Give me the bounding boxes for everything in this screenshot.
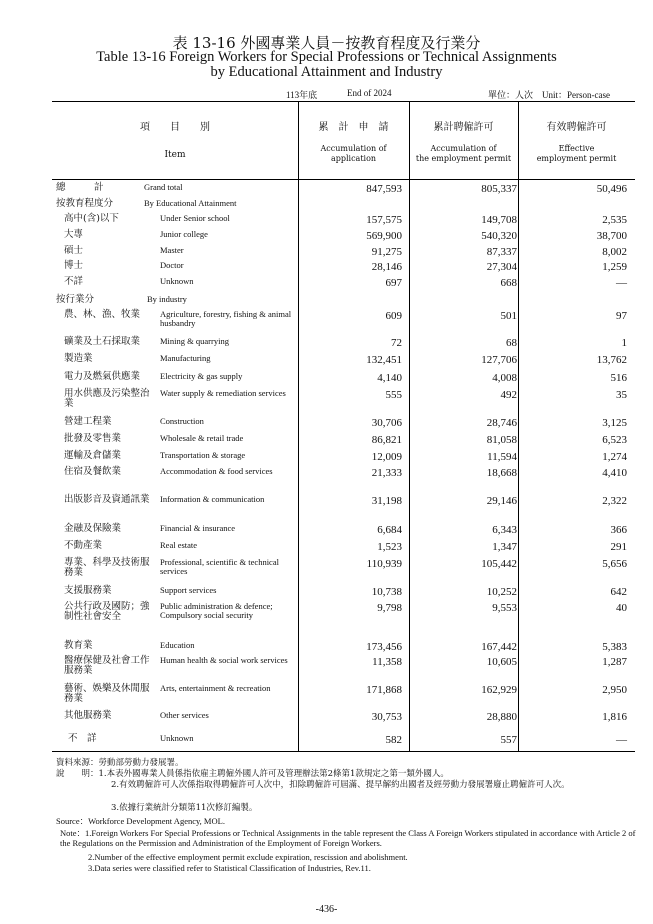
row-value-application: 21,333 xyxy=(371,467,402,479)
col-divider-3 xyxy=(518,101,519,751)
row-value-application: 555 xyxy=(385,389,402,401)
row-value-permit: 540,320 xyxy=(481,230,517,242)
row-value-effective: — xyxy=(616,734,627,746)
row-value-effective: 38,700 xyxy=(596,230,627,242)
row-label-en: Human health & social work services xyxy=(160,655,288,665)
row-label-en: Real estate xyxy=(160,540,198,550)
row-value-effective: 4,410 xyxy=(602,467,627,479)
row-label-zh: 教育業 xyxy=(64,640,93,651)
row-value-permit: 6,343 xyxy=(492,524,517,536)
year-zh: 113年底 xyxy=(286,90,318,100)
row-value-effective: 2,322 xyxy=(602,495,627,507)
header-col2-en2: the employment permit xyxy=(415,154,512,163)
row-label-zh: 不動產業 xyxy=(64,540,103,551)
row-value-application: 157,575 xyxy=(366,214,402,226)
row-label-zh: 礦業及土石採取業 xyxy=(64,336,141,347)
note-zh-1: 說 明：1.本表外國專業人員係指依雇主聘僱外國人許可及管理辦法第2條第1款規定之第一類外國人。 xyxy=(56,769,449,779)
row-label-zh: 運輸及倉儲業 xyxy=(64,450,122,461)
row-value-effective: 35 xyxy=(616,389,627,401)
header-col1-en1: Accumulation of xyxy=(320,144,387,153)
title-en-line2: by Educational Attainment and Industry xyxy=(210,64,443,80)
row-label-en: Financial & insurance xyxy=(160,523,236,533)
row-value-permit: 10,252 xyxy=(486,586,517,598)
row-label-zh: 不詳 xyxy=(64,276,84,287)
row-value-effective: 642 xyxy=(610,586,627,598)
year-en: End of 2024 xyxy=(347,88,392,98)
row-value-permit: 149,708 xyxy=(481,214,517,226)
row-label-en: Agriculture, forestry, fishing & animal husbandry xyxy=(160,309,292,328)
row-value-application: 86,821 xyxy=(371,434,402,446)
row-value-application: 847,593 xyxy=(366,183,402,195)
row-label-zh: 專業、科學及技術服務業 xyxy=(64,557,150,578)
row-label-zh: 不 詳 xyxy=(68,733,97,744)
row-label-en: Unknown xyxy=(160,276,194,286)
row-label-en: By industry xyxy=(147,294,187,304)
row-value-effective: 5,656 xyxy=(602,558,627,570)
row-value-permit: 805,337 xyxy=(481,183,517,195)
row-value-permit: 27,304 xyxy=(486,261,517,273)
row-label-zh: 高中(含)以下 xyxy=(64,213,119,224)
row-value-permit: 668 xyxy=(500,277,517,289)
row-value-application: 6,684 xyxy=(377,524,402,536)
row-label-zh: 住宿及餐飲業 xyxy=(64,466,122,477)
note-en-2: 2.Number of the effective employment permit exclude expiration, rescission and abolishment. xyxy=(88,852,408,862)
row-value-application: 30,706 xyxy=(371,417,402,429)
row-value-effective: 50,496 xyxy=(596,183,627,195)
row-value-effective: 40 xyxy=(616,602,627,614)
page-number: -436- xyxy=(315,904,338,915)
row-value-effective: 2,950 xyxy=(602,684,627,696)
row-value-effective: 13,762 xyxy=(596,354,627,366)
row-value-application: 31,198 xyxy=(371,495,402,507)
row-label-zh: 總 計 xyxy=(56,182,104,193)
row-label-zh: 按教育程度分 xyxy=(56,198,114,209)
row-label-en: Other services xyxy=(160,710,209,720)
row-label-zh: 按行業分 xyxy=(56,294,95,305)
note-en-3: 3.Data series were classified refer to Statistical Classification of Industries, Rev.11. xyxy=(88,863,371,873)
row-label-zh: 博士 xyxy=(64,260,84,271)
row-label-en: Public administration & defence; Compulsory social security xyxy=(160,601,273,620)
source-en: Source：Workforce Development Agency, MOL. xyxy=(56,816,225,826)
row-value-effective: 5,383 xyxy=(602,641,627,653)
row-label-en: Wholesale & retail trade xyxy=(160,433,244,443)
header-col3-en1: Effective xyxy=(558,144,595,153)
row-value-application: 173,456 xyxy=(366,641,402,653)
row-value-effective: 1 xyxy=(621,337,627,349)
row-label-en: Mining & quarrying xyxy=(160,336,229,346)
row-value-application: 110,939 xyxy=(366,558,402,570)
row-value-application: 132,451 xyxy=(366,354,402,366)
row-value-application: 30,753 xyxy=(371,711,402,723)
row-label-en: Support services xyxy=(160,585,217,595)
row-value-permit: 492 xyxy=(500,389,517,401)
row-label-en: Junior college xyxy=(160,229,208,239)
title-en-line1: Table 13-16 Foreign Workers for Special Professions or Technical Assignments xyxy=(96,49,557,65)
row-value-effective: 516 xyxy=(610,372,627,384)
row-value-application: 1,523 xyxy=(377,541,402,553)
row-value-effective: 1,259 xyxy=(602,261,627,273)
header-item-zh: 項 目 別 xyxy=(140,122,210,133)
header-item-en: Item xyxy=(164,150,186,160)
row-label-zh: 出版影音及資通訊業 xyxy=(64,494,150,505)
row-value-effective: 1,274 xyxy=(602,451,627,463)
row-value-effective: 1,287 xyxy=(602,656,627,668)
row-label-zh: 公共行政及國防；強制性社會安全 xyxy=(64,601,150,622)
header-col3-zh: 有效聘僱許可 xyxy=(546,122,607,133)
row-label-en: Grand total xyxy=(144,182,183,192)
row-value-permit: 557 xyxy=(500,734,517,746)
row-value-effective: 97 xyxy=(616,310,627,322)
row-value-permit: 28,880 xyxy=(486,711,517,723)
row-label-zh: 碩士 xyxy=(64,245,84,256)
table-bottom-rule xyxy=(52,751,635,752)
row-value-application: 9,798 xyxy=(377,602,402,614)
row-value-permit: 127,706 xyxy=(481,354,517,366)
note-en-1: Note：1.Foreign Workers For Special Professions or Technical Assignments in the table represent the Class A Foreign Workers stipulated in accordance with Article 2 of the Regulations on the Permission and Administration of the Employment of Foreign Workers. xyxy=(60,828,636,848)
table-top-rule xyxy=(52,101,635,102)
row-label-zh: 醫療保健及社會工作服務業 xyxy=(64,655,150,676)
row-label-en: Water supply & remediation services xyxy=(160,388,286,398)
header-col2-en1: Accumulation of xyxy=(430,144,497,153)
note-zh-2: 2.有效聘僱許可人次係指取得聘僱許可人次中，扣除聘僱許可屆滿、提早解約出國者及經勞動力發展署廢止聘僱許可人次。 xyxy=(111,780,570,790)
row-value-application: 72 xyxy=(391,337,402,349)
row-label-en: Electricity & gas supply xyxy=(160,371,243,381)
row-value-application: 582 xyxy=(385,734,402,746)
row-value-effective: 2,535 xyxy=(602,214,627,226)
row-label-en: By Educational Attainment xyxy=(144,198,237,208)
col-divider-2 xyxy=(409,101,410,751)
source-zh: 資料來源：勞動部勞動力發展署。 xyxy=(56,758,184,768)
row-label-zh: 藝術、娛樂及休閒服務業 xyxy=(64,683,150,704)
row-value-effective: 291 xyxy=(610,541,627,553)
row-value-application: 171,868 xyxy=(366,684,402,696)
row-value-effective: 6,523 xyxy=(602,434,627,446)
row-value-application: 697 xyxy=(385,277,402,289)
row-value-effective: 3,125 xyxy=(602,417,627,429)
header-bottom-rule xyxy=(52,179,635,180)
row-value-application: 11,358 xyxy=(372,656,402,668)
title-zh: 表 13-16 外國專業人員－按教育程度及行業分 xyxy=(172,34,481,52)
row-value-permit: 10,605 xyxy=(486,656,517,668)
row-label-en: Professional, scientific & technical services xyxy=(160,557,279,576)
row-value-permit: 105,442 xyxy=(481,558,517,570)
row-value-effective: — xyxy=(616,277,627,289)
row-label-zh: 電力及燃氣供應業 xyxy=(64,371,141,382)
row-value-application: 569,900 xyxy=(366,230,402,242)
row-label-en: Accommodation & food services xyxy=(160,466,273,476)
row-label-en: Doctor xyxy=(160,260,184,270)
row-value-application: 28,146 xyxy=(371,261,402,273)
row-value-application: 4,140 xyxy=(377,372,402,384)
row-label-zh: 農、林、漁、牧業 xyxy=(64,309,141,320)
row-label-zh: 用水供應及污染整治業 xyxy=(64,388,150,409)
row-label-en: Construction xyxy=(160,416,204,426)
row-value-permit: 87,337 xyxy=(486,246,517,258)
row-label-en: Education xyxy=(160,640,195,650)
row-value-permit: 501 xyxy=(500,310,517,322)
row-value-permit: 68 xyxy=(506,337,517,349)
header-col1-zh: 累 計 申 請 xyxy=(318,122,389,133)
row-label-zh: 大專 xyxy=(64,229,84,240)
row-label-zh: 批發及零售業 xyxy=(64,433,122,444)
row-value-effective: 366 xyxy=(610,524,627,536)
row-value-permit: 18,668 xyxy=(486,467,517,479)
row-label-zh: 其他服務業 xyxy=(64,710,112,721)
row-label-en: Under Senior school xyxy=(160,213,230,223)
row-label-en: Unknown xyxy=(160,733,194,743)
row-label-en: Manufacturing xyxy=(160,353,211,363)
row-value-permit: 81,058 xyxy=(486,434,517,446)
header-col2-zh: 累計聘僱許可 xyxy=(433,122,494,133)
row-value-permit: 162,929 xyxy=(481,684,517,696)
row-value-permit: 1,347 xyxy=(492,541,517,553)
row-value-permit: 4,008 xyxy=(492,372,517,384)
row-value-effective: 1,816 xyxy=(602,711,627,723)
row-value-effective: 8,002 xyxy=(602,246,627,258)
row-value-permit: 29,146 xyxy=(486,495,517,507)
row-value-application: 609 xyxy=(385,310,402,322)
row-value-permit: 167,442 xyxy=(481,641,517,653)
row-value-application: 12,009 xyxy=(371,451,402,463)
header-col3-en2: employment permit xyxy=(536,154,617,163)
row-label-en: Master xyxy=(160,245,184,255)
note-zh-3: 3.依據行業統計分類第11次修訂編製。 xyxy=(111,803,258,813)
row-label-en: Transportation & storage xyxy=(160,450,246,460)
row-value-permit: 9,553 xyxy=(492,602,517,614)
row-label-en: Arts, entertainment & recreation xyxy=(160,683,271,693)
header-col1-en2: application xyxy=(330,154,377,163)
unit-label: 單位：人次 Unit：Person-case xyxy=(488,90,610,100)
row-label-zh: 營建工程業 xyxy=(64,416,112,427)
row-label-zh: 製造業 xyxy=(64,353,93,364)
row-value-application: 91,275 xyxy=(371,246,402,258)
row-value-permit: 11,594 xyxy=(487,451,517,463)
row-label-zh: 支援服務業 xyxy=(64,585,112,596)
row-value-permit: 28,746 xyxy=(486,417,517,429)
row-label-en: Information & communication xyxy=(160,494,265,504)
row-value-application: 10,738 xyxy=(371,586,402,598)
row-label-zh: 金融及保險業 xyxy=(64,523,122,534)
